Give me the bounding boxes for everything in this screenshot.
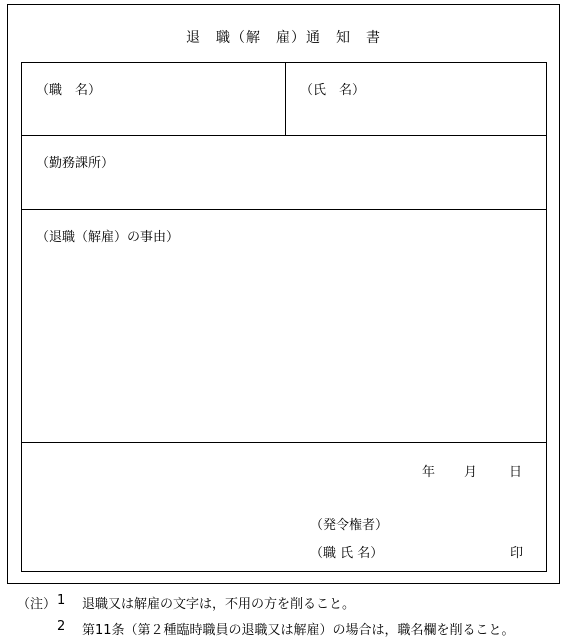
row-reason <box>22 210 546 443</box>
date-year: 年 <box>422 465 436 480</box>
row-department <box>22 136 546 210</box>
reason-label: （退職（解雇）の事由） <box>36 230 180 245</box>
column-divider <box>285 63 286 135</box>
notes-prefix: （注） <box>17 597 57 612</box>
job-title-label: （職 名） <box>36 83 102 98</box>
note-1-number: 1 <box>57 593 66 608</box>
row-job-name <box>22 63 546 136</box>
form-table <box>21 62 547 572</box>
note-2-number: 2 <box>57 619 66 634</box>
issuer-title-name-label: （職 氏 名） <box>310 546 384 561</box>
notice-form-frame <box>7 4 560 584</box>
row-date-issuer <box>22 443 546 571</box>
date-month: 月 <box>464 465 478 480</box>
name-label: （氏 名） <box>300 83 366 98</box>
department-label: （勤務課所） <box>36 156 115 171</box>
issuer-label: （発令権者） <box>310 518 389 533</box>
date-day: 日 <box>509 465 523 480</box>
document-title: 退 職（解 雇）通 知 書 <box>186 30 381 46</box>
seal-mark: 印 <box>510 546 524 561</box>
note-2-text: 第11条（第２種臨時職員の退職又は解雇）の場合は，職名欄を削ること。 <box>82 623 515 638</box>
note-1-text: 退職又は解雇の文字は，不用の方を削ること。 <box>82 597 356 612</box>
